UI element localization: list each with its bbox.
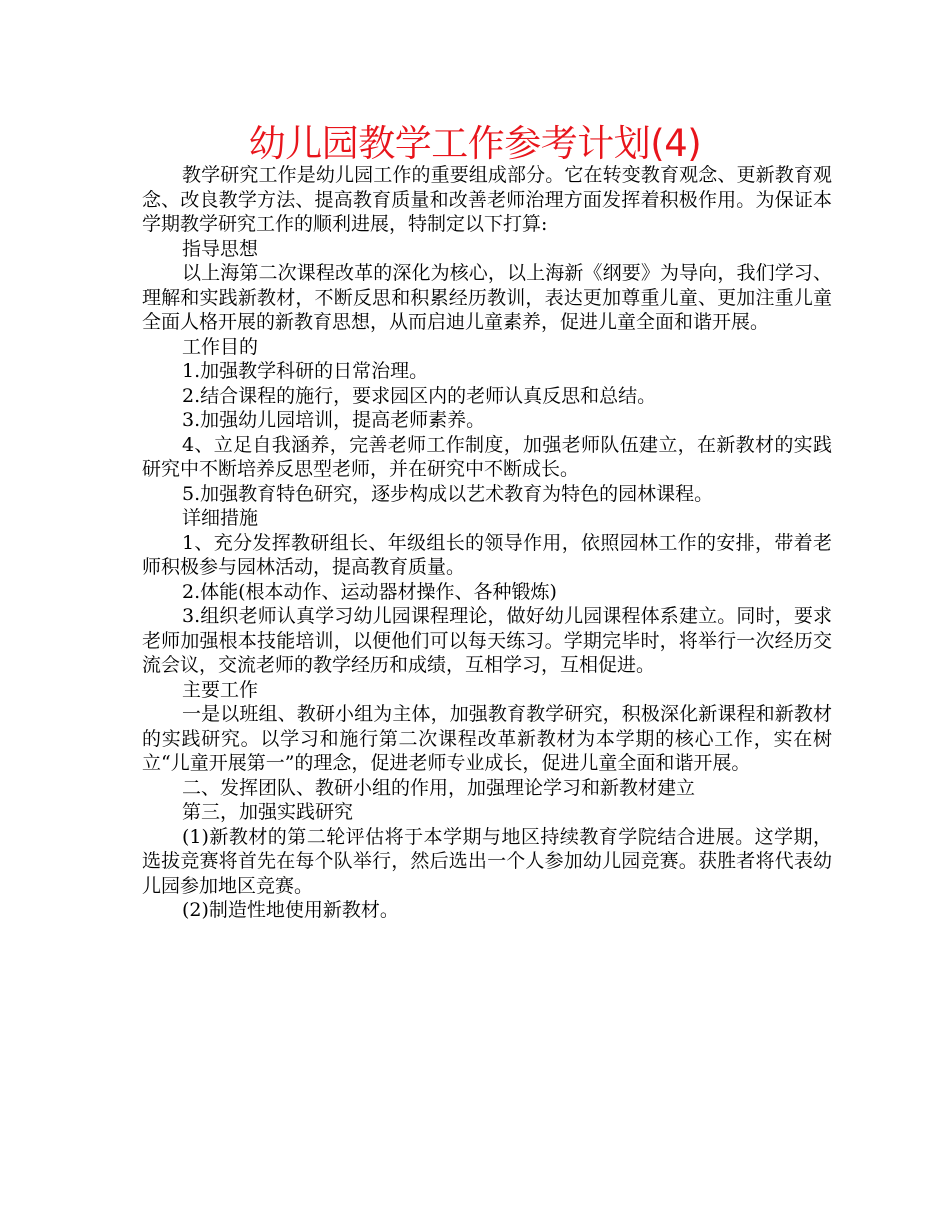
paragraph: 一是以班组、教研小组为主体，加强教育教学研究，积极深化新课程和新教材的实践研究。以学习和施行第二次课程改革新教材为本学期的核心工作，实在树立“儿童开展第一”的理念，促进老师专业成长，促进儿童全面和谐开展。 <box>142 703 832 774</box>
list-item: 1.加强教学科研的日常治理。 <box>182 360 429 382</box>
paragraph: 第三，加强实践研究 <box>182 801 354 823</box>
list-item: 4、立足自我涵养，完善老师工作制度，加强老师队伍建立，在新教材的实践研究中不断培养反思型老师，并在研究中不断成长。 <box>142 433 832 480</box>
paragraph: 以上海第二次课程改革的深化为核心，以上海新《纲要》为导向，我们学习、理解和实践新教材，不断反思和积累经历教训，表达更加尊重儿童、更加注重儿童全面人格开展的新教育思想，从而启迪儿童素养，促进儿童全面和谐开展。 <box>142 262 832 333</box>
section-heading: 主要工作 <box>182 678 259 701</box>
list-item: 1、充分发挥教研组长、年级组长的领导作用，依照园林工作的安排，带着老师积极参与园林活动，提高教育质量。 <box>142 531 832 578</box>
list-item: 3.组织老师认真学习幼儿园课程理论，做好幼儿园课程体系建立。同时，要求老师加强根本技能培训，以便他们可以每天练习。学期完毕时，将举行一次经历交流会议，交流老师的教学经历和成绩，互相学习，互相促进。 <box>142 605 832 676</box>
section-heading: 工作目的 <box>182 335 259 358</box>
section-heading: 指导思想 <box>182 237 259 260</box>
document-title: 幼儿园教学工作参考计划(4) <box>248 122 702 165</box>
paragraph: 二、发挥团队、教研小组的作用，加强理论学习和新教材建立 <box>182 776 696 799</box>
list-item: 2.体能(根本动作、运动器材操作、各种锻炼) <box>182 580 557 603</box>
document-body <box>142 163 832 923</box>
list-item: 5.加强教育特色研究，逐步构成以艺术教育为特色的园林课程。 <box>182 482 714 505</box>
list-item: (2)制造性地使用新教材。 <box>182 899 399 921</box>
list-item: 2.结合课程的施行，要求园区内的老师认真反思和总结。 <box>182 384 657 407</box>
section-heading: 详细措施 <box>182 507 259 529</box>
list-item: 3.加强幼儿园培训，提高老师素养。 <box>182 409 486 431</box>
paragraph: 教学研究工作是幼儿园工作的重要组成部分。它在转变教育观念、更新教育观念、改良教学方法、提高教育质量和改善老师治理方面发挥着积极作用。为保证本学期教学研究工作的顺利进展，特制定以下打算: <box>142 164 832 235</box>
list-item: (1)新教材的第二轮评估将于本学期与地区持续教育学院结合进展。这学期，选拔竞赛将首先在每个队举行，然后选出一个人参加幼儿园竞赛。获胜者将代表幼儿园参加地区竞赛。 <box>142 825 832 897</box>
